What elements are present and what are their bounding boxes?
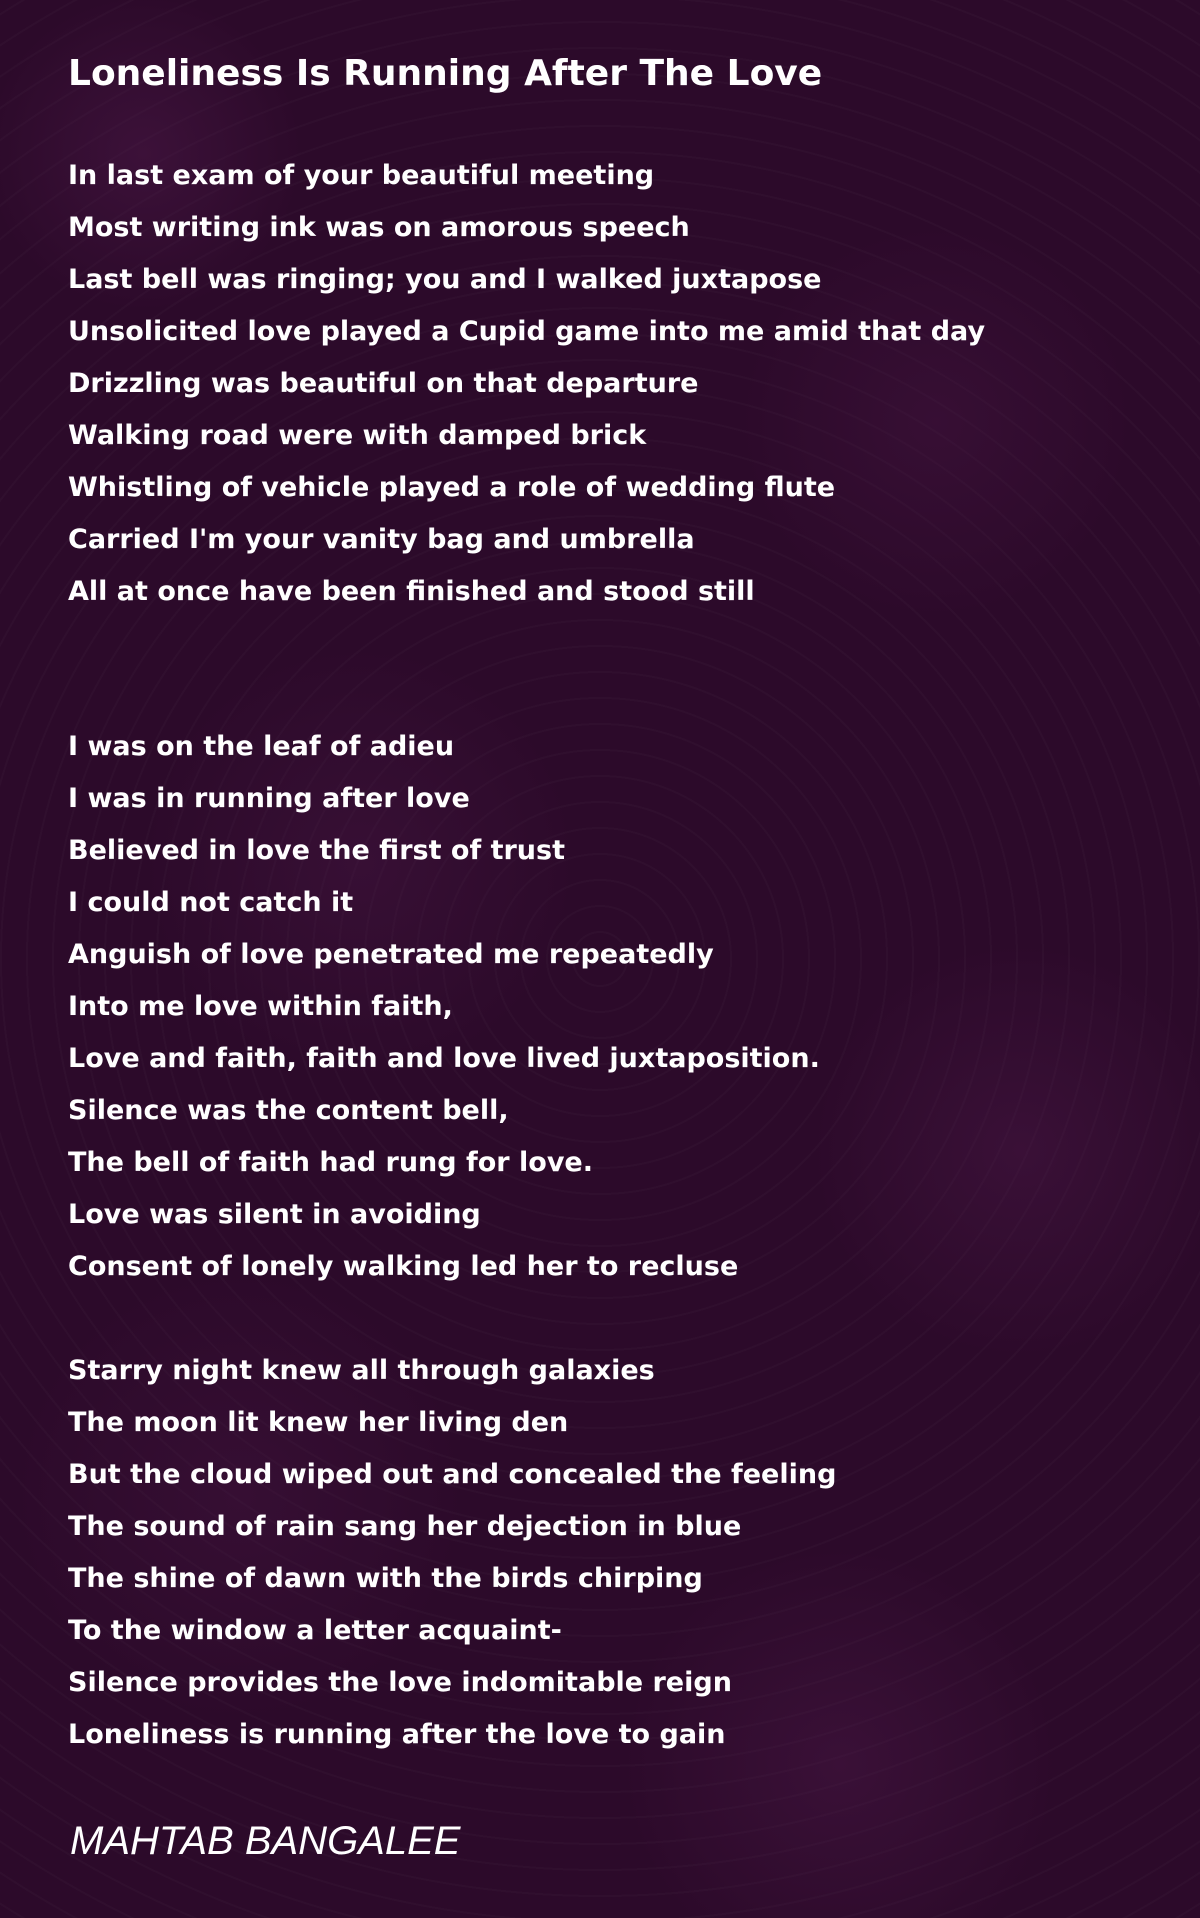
poem-line: Last bell was ringing; you and I walked juxtapose [68,264,822,295]
poem-line: To the window a letter acquaint- [68,1615,562,1646]
poem-line: Most writing ink was on amorous speech [68,212,690,243]
poem-line: Consent of lonely walking led her to recluse [68,1251,739,1282]
stanza-2 [68,721,820,1293]
poem-line: The shine of dawn with the birds chirping [68,1563,703,1594]
poem-line: The moon lit knew her living den [68,1407,569,1438]
poem-line: The bell of faith had rung for love. [68,1147,593,1178]
poem-line: Drizzling was beautiful on that departure [68,368,699,399]
poem-line: Love was silent in avoiding [68,1199,481,1230]
poem-line: Unsolicited love played a Cupid game into me amid that day [68,316,986,347]
poem-line: I could not catch it [68,887,354,918]
poem-title: Loneliness Is Running After The Love [68,53,823,94]
poem-line: But the cloud wiped out and concealed the feeling [68,1459,837,1490]
stanza-1 [68,150,985,618]
poem-line: I was on the leaf of adieu [68,731,455,762]
poem-line: Into me love within faith, [68,991,453,1022]
poem-line: Carried I'm your vanity bag and umbrella [68,524,695,555]
poem-line: All at once have been finished and stood still [68,576,755,607]
poem-author: MAHTAB BANGALEE [70,1819,461,1863]
poem-line: Whistling of vehicle played a role of wedding flute [68,472,836,503]
stanza-3 [68,1345,836,1761]
poem-line: The sound of rain sang her dejection in blue [68,1511,742,1542]
poem-line: Love and faith, faith and love lived juxtaposition. [68,1043,820,1074]
poem-line: In last exam of your beautiful meeting [68,160,655,191]
poem-line: Believed in love the first of trust [68,835,566,866]
poem-line: Silence was the content bell, [68,1095,509,1126]
poem-line: Walking road were with damped brick [68,420,647,451]
poem-line: I was in running after love [68,783,470,814]
poem-line: Starry night knew all through galaxies [68,1355,655,1386]
poem-line: Anguish of love penetrated me repeatedly [68,939,714,970]
poem-line: Loneliness is running after the love to gain [68,1719,726,1750]
poem-line: Silence provides the love indomitable reign [68,1667,732,1698]
